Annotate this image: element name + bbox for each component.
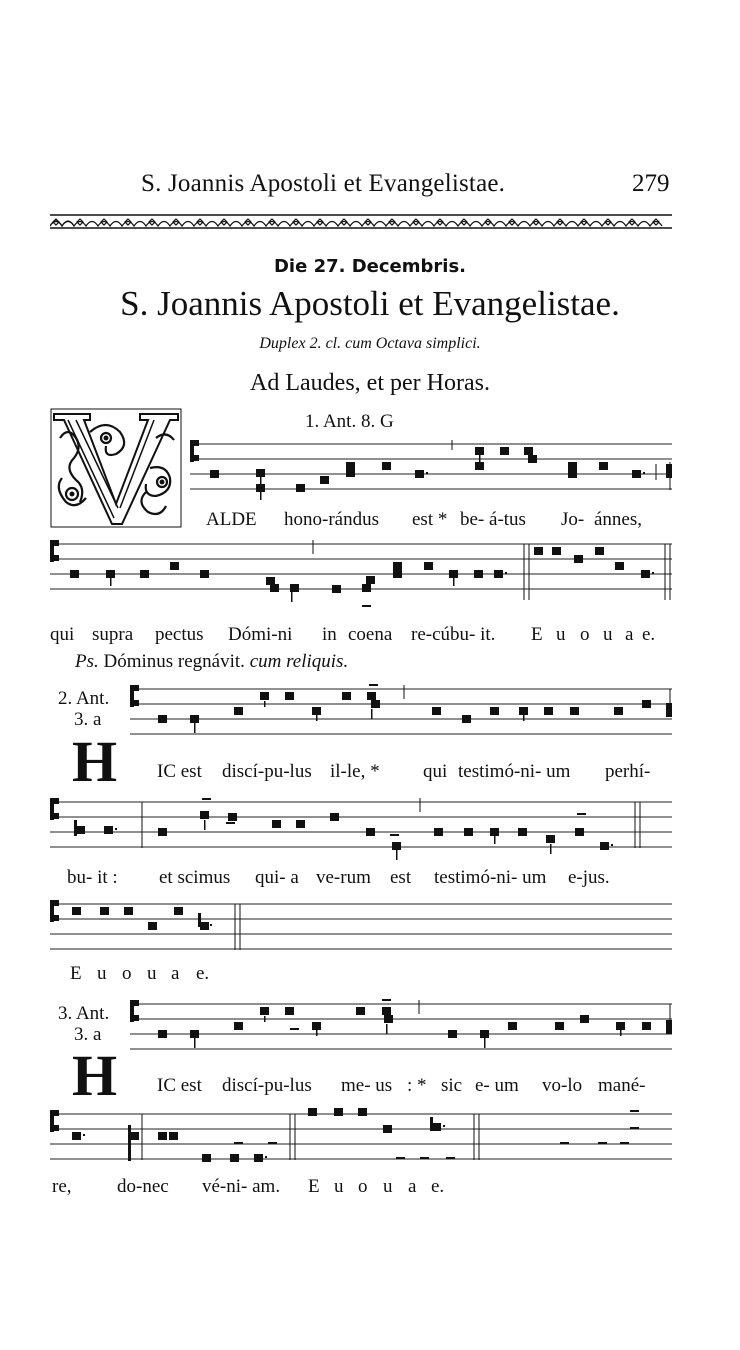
lyric-syllable: : *: [407, 1075, 427, 1096]
lyric-syllable: qui- a: [255, 867, 299, 888]
lyric-syllable: vé-ni- am.: [202, 1176, 281, 1197]
lyric-syllable: u: [556, 624, 566, 645]
lyric-syllable: e-jus.: [568, 867, 610, 888]
lyric-syllable: perhí-: [605, 761, 651, 782]
staff-ant2-line3: [50, 900, 672, 964]
lyric-syllable: E: [308, 1176, 320, 1197]
lyric-syllable: coena: [348, 624, 393, 645]
ornamental-rule: [50, 213, 672, 231]
lyric-syllable: IC est: [157, 761, 202, 782]
psalm-abbr: Ps.: [75, 651, 99, 672]
lyric-syllable: pectus: [155, 624, 204, 645]
lyric-syllable: o: [122, 963, 132, 984]
running-title: S. Joannis Apostoli et Evangelistae.: [141, 170, 506, 197]
lyric-syllable: re,: [52, 1176, 72, 1197]
lyric-syllable: testimó-ni- um: [458, 761, 571, 782]
antiphon-2-label: 2. Ant.: [58, 688, 110, 709]
lyric-syllable: E: [70, 963, 82, 984]
lyric-syllable: o: [580, 624, 590, 645]
lyric-syllable: u: [147, 963, 157, 984]
psalm-incipit: [75, 651, 348, 673]
lyric-syllable: IC est: [157, 1075, 202, 1096]
feast-date: Die 27. Decembris.: [273, 256, 466, 277]
antiphon-2-mode: 3. a: [74, 709, 102, 730]
lyric-syllable: be- á-tus: [460, 509, 526, 530]
lyric-syllable: ALDE: [206, 509, 257, 530]
lyric-syllable: Jo-: [561, 509, 585, 530]
lyric-syllable: mané-: [598, 1075, 646, 1096]
antiphon-3-mode: 3. a: [74, 1024, 102, 1045]
lyric-syllable: me- us: [341, 1075, 393, 1096]
lyric-syllable: a: [171, 963, 180, 984]
lyric-syllable: do-nec: [117, 1176, 169, 1197]
lyric-syllable: supra: [92, 624, 134, 645]
lyric-syllable: est *: [412, 509, 448, 530]
feast-rank: Duplex 2. cl. cum Octava simplici.: [259, 335, 481, 352]
lyric-syllable: in: [322, 624, 337, 645]
page-number: 279: [632, 170, 670, 197]
lyric-syllable: e- um: [475, 1075, 519, 1096]
lyric-syllable: u: [383, 1176, 393, 1197]
office-hours-heading: Ad Laudes, et per Horas.: [250, 370, 490, 396]
lyric-syllable: discí-pu-lus: [222, 1075, 312, 1096]
lyric-syllable: ve-rum: [316, 867, 371, 888]
staff-ant1-line2: [50, 540, 672, 616]
decorated-initial-v: [50, 408, 182, 528]
lyric-syllable: e.: [642, 624, 656, 645]
lyric-syllable: a: [625, 624, 634, 645]
lyric-syllable: ánnes,: [594, 509, 643, 530]
psalm-text: Dóminus regnávit.: [103, 651, 245, 672]
lyric-syllable: re-cúbu- it.: [411, 624, 496, 645]
lyric-syllable: sic: [441, 1075, 463, 1096]
staff-ant3-line1: [130, 1000, 672, 1064]
lyric-syllable: testimó-ni- um: [434, 867, 547, 888]
staff-ant3-line2: [50, 1110, 672, 1174]
lyric-syllable: u: [603, 624, 613, 645]
lyric-syllable: e.: [196, 963, 210, 984]
lyric-syllable: o: [358, 1176, 368, 1197]
lyric-syllable: Dómi-ni: [228, 624, 293, 645]
lyric-syllable: et scimus: [159, 867, 231, 888]
lyric-syllable: a: [408, 1176, 417, 1197]
initial-h: H: [72, 729, 118, 794]
lyric-syllable: bu- it :: [67, 867, 118, 888]
lyric-syllable: u: [334, 1176, 344, 1197]
lyric-syllable: qui: [423, 761, 448, 782]
lyric-syllable: il-le, *: [330, 761, 380, 782]
psalm-rest: cum reliquis.: [249, 651, 349, 672]
lyric-syllable: e.: [431, 1176, 445, 1197]
feast-title: S. Joannis Apostoli et Evangelistae.: [120, 284, 620, 323]
staff-ant2-line1: [130, 685, 672, 749]
lyric-syllable: hono-rándus: [284, 509, 379, 530]
staff-ant1-line1: [190, 440, 672, 504]
antiphon-1-label: 1. Ant. 8. G: [305, 411, 394, 432]
lyric-syllable: qui: [50, 624, 75, 645]
staff-ant2-line2: [50, 798, 672, 862]
initial-h: H: [72, 1043, 118, 1108]
lyric-syllable: u: [97, 963, 107, 984]
lyric-syllable: E: [531, 624, 543, 645]
lyric-syllable: discí-pu-lus: [222, 761, 312, 782]
lyric-syllable: est: [390, 867, 412, 888]
antiphon-3-label: 3. Ant.: [58, 1003, 110, 1024]
lyric-syllable: vo-lo: [542, 1075, 583, 1096]
